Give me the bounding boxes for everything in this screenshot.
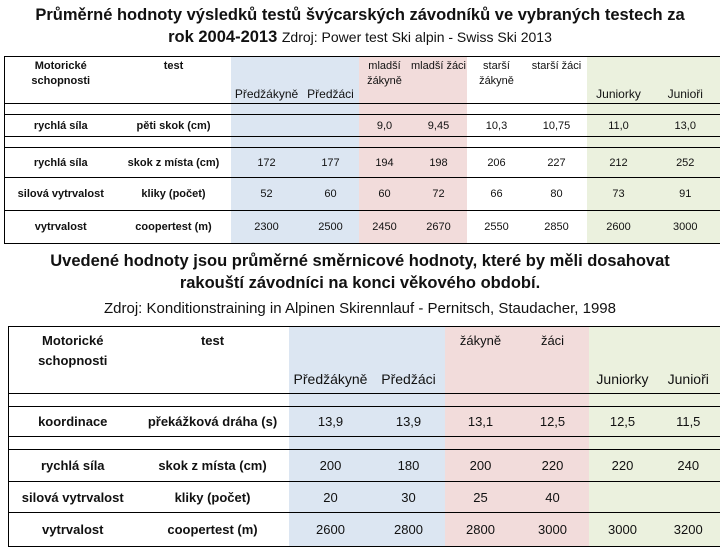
table2-cell: 220 (589, 450, 657, 482)
table2-cell (589, 482, 657, 513)
table1-cell: 212 (587, 148, 651, 178)
table1-row1-ability: rychlá síla (5, 115, 117, 137)
table1-cell: 10,3 (467, 115, 527, 137)
table1-row1-test: pěti skok (cm) (117, 115, 231, 137)
table1-cell: 52 (231, 178, 303, 211)
table2-header-predzaci: Předžáci (373, 327, 445, 394)
table1-cell: 9,45 (411, 115, 467, 137)
section2-title-line1: Uvedené hodnoty jsou průměrné směrnicové hodnoty, které by měli dosahovat (0, 250, 720, 272)
table1-cell: 60 (359, 178, 411, 211)
table1-cell: 11,0 (587, 115, 651, 137)
table1-row3-test: kliky (počet) (117, 178, 231, 211)
table1-cell: 2850 (527, 211, 587, 244)
table2-header-test: test (137, 327, 289, 394)
table1-spacer-row (5, 137, 720, 148)
section1-title-years: rok 2004-2013 (168, 28, 277, 46)
table1-row2-ability: rychlá síla (5, 148, 117, 178)
austrian-guideline-table (8, 326, 720, 547)
table2-row4-ability: vytrvalost (9, 513, 137, 547)
table1-header-juniori: Junioři (651, 57, 720, 104)
section1-title-line2 (0, 26, 720, 48)
table1-cell (231, 115, 303, 137)
table2-cell: 200 (289, 450, 373, 482)
table-row (5, 211, 720, 244)
table1-cell: 2450 (359, 211, 411, 244)
table1-cell: 73 (587, 178, 651, 211)
table2-cell: 40 (517, 482, 589, 513)
table2-header-juniori: Junioři (657, 327, 720, 394)
table2-cell: 3200 (657, 513, 720, 547)
table-row (9, 482, 720, 513)
table2-cell: 13,9 (373, 407, 445, 437)
table2-header-zakyne: žákyně (445, 327, 517, 394)
section2-title-line2: rakouští závodníci na konci věkového období. (0, 272, 720, 294)
table-row (5, 178, 720, 211)
table2-row1-ability: koordinace (9, 407, 137, 437)
table2-row1-test: překážková dráha (s) (137, 407, 289, 437)
table1-cell: 60 (303, 178, 359, 211)
table1-row4-ability: vytrvalost (5, 211, 117, 244)
table-row (9, 513, 720, 547)
table-row (5, 148, 720, 178)
table2-header-zaci: žáci (517, 327, 589, 394)
table2-header-row (9, 327, 720, 394)
table2-cell: 25 (445, 482, 517, 513)
table1-cell: 72 (411, 178, 467, 211)
table2-header-ability: Motorické schopnosti (9, 327, 137, 394)
table2-cell: 220 (517, 450, 589, 482)
table1-cell: 198 (411, 148, 467, 178)
table-row (5, 115, 720, 137)
swiss-results-table (4, 56, 720, 244)
table2-header-predzakyne: Předžákyně (289, 327, 373, 394)
table1-cell: 13,0 (651, 115, 720, 137)
table2-cell: 12,5 (517, 407, 589, 437)
table1-header-test: test (117, 57, 231, 104)
table1-header-predzakyne: Předžákyně (231, 57, 303, 104)
table1-cell: 80 (527, 178, 587, 211)
table1-row4-test: coopertest (m) (117, 211, 231, 244)
table2-row2-test: skok z místa (cm) (137, 450, 289, 482)
table1-row3-ability: silová vytrvalost (5, 178, 117, 211)
section1-source: Zdroj: Power test Ski alpin - Swiss Ski 2013 (282, 29, 552, 45)
table1-cell (303, 115, 359, 137)
table2-cell: 2800 (373, 513, 445, 547)
table1-header-ability: Motorické schopnosti (5, 57, 117, 104)
table1-spacer-row (5, 104, 720, 115)
section2-title (0, 250, 720, 294)
table2-cell: 3000 (517, 513, 589, 547)
table2-spacer-row (9, 437, 720, 450)
table-row (9, 407, 720, 437)
table2-cell (657, 482, 720, 513)
table1-header-starsi-zaci: starší žáci (527, 57, 587, 104)
table1-cell: 2300 (231, 211, 303, 244)
table2-row2-ability: rychlá síla (9, 450, 137, 482)
section2-source: Zdroj: Konditionstraining in Alpinen Skirennlauf - Pernitsch, Staudacher, 1998 (0, 299, 720, 319)
table1-header-mladsi-zakyne: mladší žákyně (359, 57, 411, 104)
table1-cell: 2670 (411, 211, 467, 244)
table1-cell: 91 (651, 178, 720, 211)
table2-cell: 20 (289, 482, 373, 513)
table1-cell: 194 (359, 148, 411, 178)
table1-header-row (5, 57, 720, 104)
table1-cell: 252 (651, 148, 720, 178)
table2-cell: 180 (373, 450, 445, 482)
table1-cell: 10,75 (527, 115, 587, 137)
table1-cell: 227 (527, 148, 587, 178)
table1-row2-test: skok z místa (cm) (117, 148, 231, 178)
table1-cell: 206 (467, 148, 527, 178)
table2-cell: 13,9 (289, 407, 373, 437)
table1-cell: 3000 (651, 211, 720, 244)
section1-title (0, 4, 720, 48)
table2-row3-test: kliky (počet) (137, 482, 289, 513)
table2-cell: 12,5 (589, 407, 657, 437)
table1-header-starsi-zakyne: starší žákyně (467, 57, 527, 104)
table1-cell: 2550 (467, 211, 527, 244)
table1-cell: 66 (467, 178, 527, 211)
table2-cell: 200 (445, 450, 517, 482)
table1-header-mladsi-zaci: mladší žáci (411, 57, 467, 104)
table2-cell: 240 (657, 450, 720, 482)
table-row (9, 450, 720, 482)
table1-cell: 9,0 (359, 115, 411, 137)
table1-header-predzaci: Předžáci (303, 57, 359, 104)
table2-cell: 2800 (445, 513, 517, 547)
table2-cell: 3000 (589, 513, 657, 547)
table1-cell: 172 (231, 148, 303, 178)
table2-row3-ability: silová vytrvalost (9, 482, 137, 513)
table2-cell: 30 (373, 482, 445, 513)
table2-cell: 13,1 (445, 407, 517, 437)
table2-header-juniorky: Juniorky (589, 327, 657, 394)
table1-cell: 2500 (303, 211, 359, 244)
table1-header-juniorky: Juniorky (587, 57, 651, 104)
table2-row4-test: coopertest (m) (137, 513, 289, 547)
table2-spacer-row (9, 394, 720, 407)
section1-title-line1: Průměrné hodnoty výsledků testů švýcarských závodníků ve vybraných testech za (0, 4, 720, 26)
table1-cell: 177 (303, 148, 359, 178)
table1-cell: 2600 (587, 211, 651, 244)
table2-cell: 2600 (289, 513, 373, 547)
table2-cell: 11,5 (657, 407, 720, 437)
